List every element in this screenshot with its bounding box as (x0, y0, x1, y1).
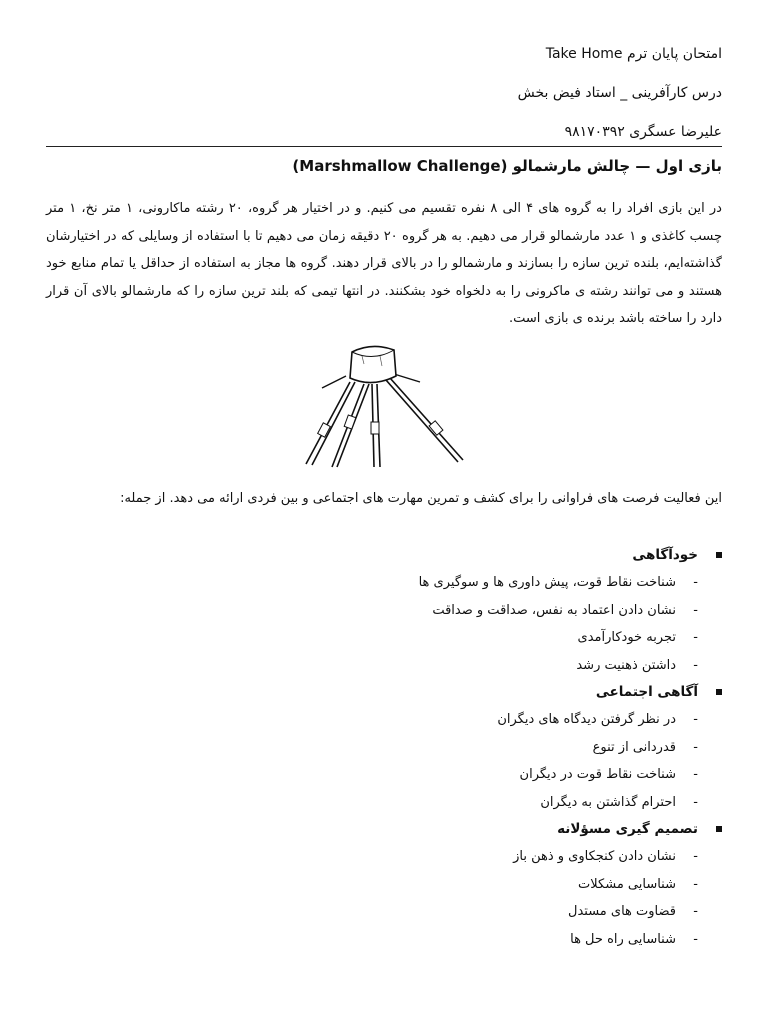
dash-bullet-icon: - (693, 904, 698, 919)
square-bullet-icon (716, 826, 722, 832)
document-header (46, 40, 722, 157)
dash-bullet-icon: - (693, 931, 698, 947)
marshmallow-structure-illustration (292, 336, 472, 480)
dash-bullet-icon: - (693, 575, 698, 590)
list-item-text: قدردانی از تنوع (592, 739, 676, 755)
list-item-text: نشان دادن کنجکاوی و ذهن باز (513, 849, 676, 864)
skill-section (46, 542, 722, 679)
list-item (46, 789, 722, 817)
section-heading (46, 542, 722, 569)
dash-bullet-icon: - (693, 767, 698, 782)
list-item-text: شناسایی راه حل ها (570, 931, 676, 947)
list-item-text: نشان دادن اعتماد به نفس، صداقت و صداقت (432, 602, 676, 618)
section-heading-text: آگاهی اجتماعی (595, 684, 698, 700)
list-item-text: شناسایی مشکلات (578, 876, 676, 892)
list-item-text: احترام گذاشتن به دیگران (540, 794, 676, 810)
list-item-text: تجربه خودکارآمدی (577, 630, 676, 645)
dash-bullet-icon: - (693, 876, 698, 892)
list-item (46, 871, 722, 899)
skill-section (46, 679, 722, 816)
game-title: بازی اول — چالش مارشمالو (Marshmallow Challenge) (292, 157, 722, 175)
student-name: علیرضا عسگری ۹۸۱۷۰۳۹۲ (564, 124, 722, 140)
list-item (46, 761, 722, 789)
list-item (46, 926, 722, 954)
section-heading (46, 679, 722, 706)
section-heading-text: خودآگاهی (632, 547, 698, 563)
list-item (46, 898, 722, 926)
square-bullet-icon (716, 689, 722, 695)
section-heading-text: تصمیم گیری مسؤلانه (557, 821, 698, 837)
dash-bullet-icon: - (693, 630, 698, 645)
list-item (46, 597, 722, 625)
section-heading (46, 816, 722, 843)
dash-bullet-icon: - (693, 657, 698, 673)
activity-lead-text: این فعالیت فرصت های فراوانی را برای کشف و تمرین مهارت های اجتماعی و بین فردی ارائه می دهد. از جمله: (120, 491, 722, 506)
list-item (46, 624, 722, 652)
dash-bullet-icon: - (693, 712, 698, 727)
dash-bullet-icon: - (693, 739, 698, 755)
list-item-text: قضاوت های مستدل (568, 904, 676, 919)
skills-list (46, 542, 722, 953)
skill-section (46, 816, 722, 953)
exam-title: امتحان پایان ترم Take Home (545, 46, 722, 62)
list-item-text: داشتن ذهنیت رشد (576, 657, 676, 673)
dash-bullet-icon: - (693, 794, 698, 810)
dash-bullet-icon: - (693, 602, 698, 618)
list-item (46, 652, 722, 680)
list-item-text: شناخت نقاط قوت در دیگران (519, 767, 676, 782)
header-divider (46, 146, 722, 147)
dash-bullet-icon: - (693, 849, 698, 864)
course-name: درس کارآفرینی _ استاد فیض بخش (517, 85, 722, 101)
list-item (46, 706, 722, 734)
list-item-text: در نظر گرفتن دیدگاه های دیگران (497, 712, 676, 727)
list-item (46, 734, 722, 762)
game-intro-paragraph: در این بازی افراد را به گروه های ۴ الی ۸ نفره تقسیم می کنیم. و در اختیار هر گروه، ۲۰ رشته ماکارونی، ۱ متر نخ، ۱ متر چسب کاغذی و ۱ عدد مارشمالو قرار می دهیم. به هر گروه ۲۰ دقیقه زمان می دهیم تا با استفاده از وسایلی که در اختیارشان گذاشته‌ایم، بلنده ترین سازه را بسازند و مارشمالو را در بالای قرار دهند. گروه ها مجاز به استفاده از حداقل یا تمام منابع خود هستند و می توانند رشته ی ماکرونی را به دلخواه خود بشکنند. در انتها تیمی که بلند ترین سازه را که مارشمالو بالای آن قرار دارد را ساخته باشد برنده ی بازی است. (46, 201, 722, 326)
list-item (46, 569, 722, 597)
list-item (46, 843, 722, 871)
square-bullet-icon (716, 552, 722, 558)
list-item-text: شناخت نقاط قوت، پیش داوری ها و سوگیری ها (418, 575, 676, 590)
